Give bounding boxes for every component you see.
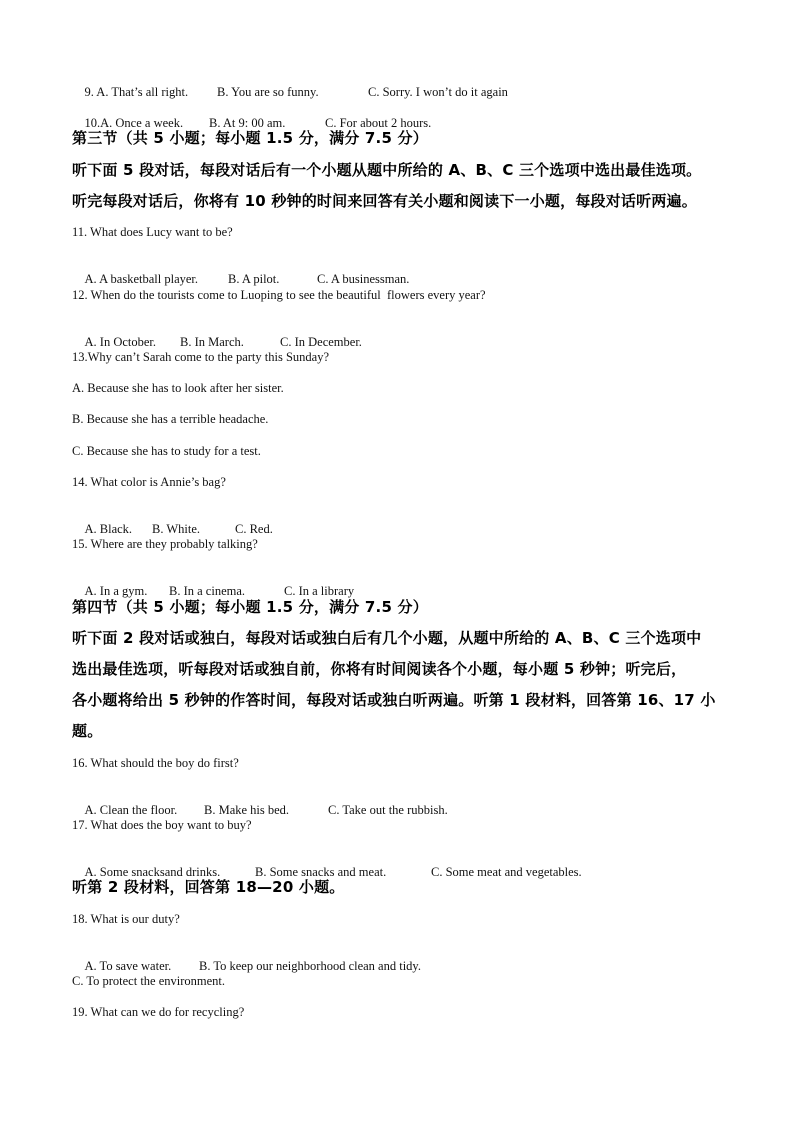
option-a: 10.A. Once a week. xyxy=(84,116,184,130)
option-b: B. In March. xyxy=(180,335,244,349)
question-15: 15. Where are they probably talking? xyxy=(72,537,258,551)
option-c: C. A businessman. xyxy=(317,272,410,286)
option-c: C. In a library xyxy=(284,584,355,598)
question-12: 12. When do the tourists come to Luoping to see the beautiful flowers every year? xyxy=(72,288,486,302)
question-11: 11. What does Lucy want to be? xyxy=(72,225,233,239)
question-18: 18. What is our duty? xyxy=(72,912,180,926)
option-a: A. Clean the floor. xyxy=(84,803,178,817)
option-c: C. In December. xyxy=(280,335,362,349)
option-b: B. You are so funny. xyxy=(217,85,319,99)
option-c: C. Some meat and vegetables. xyxy=(431,865,582,879)
option-c: C. Take out the rubbish. xyxy=(328,803,448,817)
question-18-option-c: C. To protect the environment. xyxy=(72,974,226,988)
option-a: 9. A. That’s all right. xyxy=(84,85,189,99)
section-3-instruction-line-1: 听下面 5 段对话，每段对话后有一个小题从题中所给的 A、B、C 三个选项中选出最佳选项。 xyxy=(72,161,702,179)
question-13: 13.Why can’t Sarah come to the party this Sunday? xyxy=(72,350,329,364)
question-13-option-a: A. Because she has to look after her sister. xyxy=(72,381,284,395)
option-b: B. To keep our neighborhood clean and tidy. xyxy=(199,959,421,973)
material-2-title: 听第 2 段材料，回答第 18—20 小题。 xyxy=(72,878,345,896)
section-4-title: 第四节（共 5 小题；每小题 1.5 分，满分 7.5 分） xyxy=(72,598,428,616)
section-4-instruction-line-1: 听下面 2 段对话或独白，每段对话或独白后有几个小题，从题中所给的 A、B、C 三个选项中 xyxy=(72,629,702,647)
option-a: A. In October. xyxy=(84,335,157,349)
section-4-instruction-line-4: 题。 xyxy=(72,722,103,740)
option-b: B. Some snacks and meat. xyxy=(255,865,387,879)
question-19: 19. What can we do for recycling? xyxy=(72,1005,245,1019)
question-14: 14. What color is Annie’s bag? xyxy=(72,475,226,489)
option-a: A. Black. xyxy=(84,522,133,536)
option-a: A. Some snacksand drinks. xyxy=(84,865,221,879)
question-13-option-c: C. Because she has to study for a test. xyxy=(72,444,261,458)
option-b: B. White. xyxy=(152,522,201,536)
section-3-title: 第三节（共 5 小题；每小题 1.5 分，满分 7.5 分） xyxy=(72,129,428,147)
question-16: 16. What should the boy do first? xyxy=(72,756,239,770)
section-4-instruction-line-2: 选出最佳选项，听每段对话或独自前，你将有时间阅读各个小题，每小题 5 秒钟；听完后， xyxy=(72,660,687,678)
option-b: B. A pilot. xyxy=(228,272,280,286)
section-3-instruction-line-2: 听完每段对话后，你将有 10 秒钟的时间来回答有关小题和阅读下一小题，每段对话听两遍。 xyxy=(72,192,697,210)
option-a: A. A basketball player. xyxy=(84,272,199,286)
option-c: C. Red. xyxy=(235,522,273,536)
option-b: B. In a cinema. xyxy=(169,584,246,598)
question-13-option-b: B. Because she has a terrible headache. xyxy=(72,412,269,426)
option-a: A. In a gym. xyxy=(84,584,148,598)
question-17: 17. What does the boy want to buy? xyxy=(72,818,252,832)
option-b: B. At 9: 00 am. xyxy=(209,116,286,130)
option-b: B. Make his bed. xyxy=(204,803,290,817)
section-4-instruction-line-3: 各小题将给出 5 秒钟的作答时间，每段对话或独白听两遍。听第 1 段材料，回答第 16、17 小 xyxy=(72,691,716,709)
option-a: A. To save water. xyxy=(84,959,172,973)
option-c: C. Sorry. I won’t do it again xyxy=(368,85,508,99)
option-c: C. For about 2 hours. xyxy=(325,116,432,130)
